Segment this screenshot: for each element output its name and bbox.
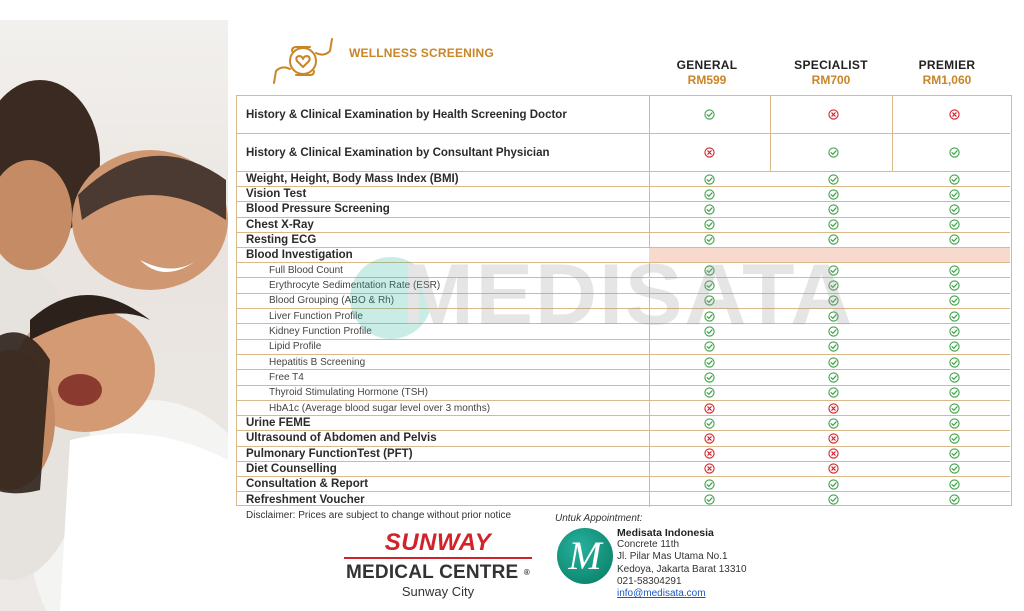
check-icon	[704, 234, 715, 245]
check-icon	[704, 109, 715, 120]
check-icon	[828, 189, 839, 200]
sunway-rule	[344, 557, 532, 559]
contact-block	[617, 527, 747, 600]
check-icon	[704, 189, 715, 200]
row-label	[246, 401, 490, 415]
row-label	[246, 248, 353, 262]
check-icon	[704, 341, 715, 352]
cross-icon	[704, 463, 715, 474]
check-icon	[949, 463, 960, 474]
check-icon	[828, 494, 839, 505]
table-row	[237, 355, 1010, 370]
screening-table	[236, 95, 1012, 506]
check-icon	[828, 147, 839, 158]
column-divider	[649, 218, 650, 232]
plan-price: RM1,060	[922, 73, 972, 87]
column-divider	[649, 134, 650, 171]
sunway-subtitle	[338, 562, 538, 584]
row-label	[246, 96, 567, 133]
address-line: Jl. Pilar Mas Utama No.1	[617, 551, 728, 563]
check-icon	[704, 174, 715, 185]
table-row	[237, 294, 1010, 309]
phone-number: 021-58304291	[617, 575, 682, 587]
row-label	[246, 218, 314, 232]
check-icon	[828, 387, 839, 398]
column-divider	[649, 309, 650, 323]
column-divider	[649, 386, 650, 400]
check-icon	[828, 372, 839, 383]
disclaimer: Disclaimer: Prices are subject to change without prior notice	[246, 510, 512, 521]
row-label-text: Hepatitis B Screening	[269, 356, 366, 368]
column-divider	[649, 492, 650, 507]
row-label	[246, 309, 363, 323]
row-label-text: History & Clinical Examination by Consultant Physician	[246, 146, 550, 159]
check-icon	[704, 494, 715, 505]
column-divider	[649, 416, 650, 430]
check-icon	[949, 311, 960, 322]
check-icon	[828, 357, 839, 368]
row-label	[246, 386, 428, 400]
check-icon	[828, 219, 839, 230]
table-row	[237, 477, 1010, 492]
row-label	[246, 370, 304, 384]
row-label-text: History & Clinical Examination by Health Screening Doctor	[246, 108, 567, 121]
row-label	[246, 447, 413, 461]
check-icon	[949, 494, 960, 505]
sunway-city: Sunway City	[401, 584, 475, 599]
sunway-logo	[338, 530, 538, 599]
check-icon	[949, 280, 960, 291]
check-icon	[828, 418, 839, 429]
sunway-subtitle-text: MEDICAL CENTRE	[346, 562, 519, 583]
table-row	[237, 462, 1010, 477]
check-icon	[704, 479, 715, 490]
row-label	[246, 431, 437, 445]
column-divider	[892, 134, 893, 171]
column-divider	[649, 294, 650, 308]
column-divider	[649, 477, 650, 491]
registered-mark: ®	[523, 568, 530, 577]
row-label-text: Full Blood Count	[269, 264, 343, 276]
address-line: Kedoya, Jakarta Barat 13310	[617, 563, 747, 575]
column-divider	[649, 202, 650, 216]
row-label-text: Consultation & Report	[246, 478, 369, 491]
check-icon	[949, 326, 960, 337]
medisata-logo	[557, 528, 613, 584]
row-label-text: Ultrasound of Abdomen and Pelvis	[246, 432, 437, 445]
check-icon	[949, 219, 960, 230]
table-row	[237, 370, 1010, 385]
column-divider	[770, 96, 771, 133]
column-divider	[649, 279, 650, 293]
check-icon	[828, 311, 839, 322]
table-row	[237, 263, 1010, 278]
check-icon	[704, 204, 715, 215]
table-row	[237, 340, 1010, 355]
table-row	[237, 431, 1010, 446]
row-label	[246, 202, 390, 216]
table-row	[237, 492, 1010, 507]
check-icon	[828, 295, 839, 306]
check-icon	[704, 295, 715, 306]
row-label	[246, 416, 311, 430]
check-icon	[828, 265, 839, 276]
column-divider	[649, 401, 650, 415]
check-icon	[949, 448, 960, 459]
row-label-text: Weight, Height, Body Mass Index (BMI)	[246, 173, 459, 186]
check-icon	[949, 204, 960, 215]
watermark-text: MEDISATA	[402, 247, 855, 343]
table-row	[237, 96, 1010, 134]
column-divider	[649, 340, 650, 354]
check-icon	[704, 265, 715, 276]
column-divider	[649, 370, 650, 384]
table-row	[237, 401, 1010, 416]
check-icon	[949, 403, 960, 414]
column-divider	[649, 324, 650, 338]
cross-icon	[704, 403, 715, 414]
check-icon	[949, 234, 960, 245]
table-row	[237, 202, 1010, 217]
row-label-text: Blood Grouping (ABO & Rh)	[269, 295, 395, 307]
table-row	[237, 309, 1010, 324]
row-label-text: Refreshment Voucher	[246, 493, 365, 506]
table-row	[237, 447, 1010, 462]
check-icon	[949, 189, 960, 200]
table-row	[237, 172, 1010, 187]
check-icon	[949, 341, 960, 352]
check-icon	[704, 219, 715, 230]
row-label-text: Diet Counselling	[246, 462, 337, 475]
column-divider	[649, 462, 650, 476]
table-row	[237, 233, 1010, 248]
row-label	[246, 233, 316, 247]
check-icon	[704, 418, 715, 429]
column-divider	[649, 447, 650, 461]
table-row	[237, 386, 1010, 401]
check-icon	[704, 326, 715, 337]
row-label	[246, 263, 343, 277]
check-icon	[704, 387, 715, 398]
section-title: WELLNESS SCREENING	[349, 46, 494, 60]
column-divider	[649, 187, 650, 201]
plan-name: SPECIALIST	[794, 58, 868, 72]
plan-header-specialist	[776, 58, 886, 87]
column-divider	[649, 355, 650, 369]
check-icon	[704, 311, 715, 322]
row-label	[246, 324, 372, 338]
check-icon	[949, 265, 960, 276]
family-photo-illustration	[0, 20, 228, 611]
check-icon	[828, 479, 839, 490]
cross-icon	[828, 448, 839, 459]
check-icon	[949, 147, 960, 158]
column-divider	[649, 263, 650, 277]
check-icon	[704, 372, 715, 383]
row-label	[246, 172, 459, 186]
row-label-text: Kidney Function Profile	[269, 326, 372, 338]
cross-icon	[828, 433, 839, 444]
family-photo	[0, 20, 228, 611]
column-divider	[649, 233, 650, 247]
check-icon	[949, 295, 960, 306]
company-name: Medisata Indonesia	[617, 527, 714, 539]
check-icon	[828, 204, 839, 215]
row-label-text: Free T4	[269, 371, 304, 383]
section-band	[649, 248, 1010, 262]
cross-icon	[704, 433, 715, 444]
row-label-text: Vision Test	[246, 188, 307, 201]
table-row	[237, 279, 1010, 294]
row-label	[246, 492, 365, 507]
sunway-name: SUNWAY	[384, 529, 492, 556]
row-label-text: Chest X-Ray	[246, 218, 314, 231]
cross-icon	[828, 403, 839, 414]
row-label-text: HbA1c (Average blood sugar level over 3 months)	[269, 402, 491, 414]
check-icon	[949, 174, 960, 185]
column-divider	[892, 96, 893, 133]
check-icon	[828, 280, 839, 291]
check-icon	[828, 174, 839, 185]
appointment-label: Untuk Appointment:	[555, 513, 643, 524]
table-row	[237, 324, 1010, 339]
check-icon	[949, 433, 960, 444]
cross-icon	[704, 448, 715, 459]
cross-icon	[704, 147, 715, 158]
row-label	[246, 279, 440, 293]
check-icon	[828, 326, 839, 337]
column-divider	[770, 134, 771, 171]
row-label-text: Thyroid Stimulating Hormone (TSH)	[269, 387, 428, 399]
address-line: Concrete 11th	[617, 539, 680, 551]
table-row	[237, 416, 1010, 431]
column-divider	[649, 431, 650, 445]
row-label-text: Blood Investigation	[246, 249, 353, 262]
column-divider	[649, 96, 650, 133]
heart-in-hands-icon	[270, 33, 336, 89]
cross-icon	[949, 109, 960, 120]
row-label	[246, 355, 365, 369]
section-row	[237, 248, 1010, 263]
plan-header-general	[652, 58, 762, 87]
plan-price: RM599	[687, 73, 727, 87]
row-label-text: Urine FEME	[246, 417, 311, 430]
check-icon	[949, 357, 960, 368]
row-label-text: Liver Function Profile	[269, 310, 363, 322]
row-label	[246, 294, 394, 308]
check-icon	[828, 234, 839, 245]
row-label-text: Resting ECG	[246, 233, 317, 246]
cross-icon	[828, 109, 839, 120]
row-label	[246, 340, 321, 354]
table-row	[237, 134, 1010, 172]
plan-header-premier	[892, 58, 1002, 87]
check-icon	[704, 280, 715, 291]
check-icon	[704, 357, 715, 368]
column-divider	[649, 172, 650, 186]
table-row	[237, 187, 1010, 202]
plan-name: PREMIER	[918, 58, 976, 72]
row-label-text: Lipid Profile	[269, 341, 322, 353]
row-label-text: Blood Pressure Screening	[246, 203, 390, 216]
cross-icon	[828, 463, 839, 474]
check-icon	[949, 372, 960, 383]
check-icon	[949, 479, 960, 490]
check-icon	[949, 387, 960, 398]
check-icon	[828, 341, 839, 352]
row-label	[246, 187, 306, 201]
plan-name: GENERAL	[676, 58, 738, 72]
email-link[interactable]: info@medisata.com	[617, 588, 706, 600]
row-label-text: Erythrocyte Sedimentation Rate (ESR)	[269, 280, 441, 292]
row-label	[246, 477, 368, 491]
medisata-logo-letter: M	[568, 533, 602, 578]
row-label-text: Pulmonary FunctionTest (PFT)	[246, 447, 413, 460]
plan-price: RM700	[811, 73, 851, 87]
check-icon	[949, 418, 960, 429]
row-label	[246, 462, 337, 476]
table-row	[237, 218, 1010, 233]
row-label	[246, 134, 550, 171]
